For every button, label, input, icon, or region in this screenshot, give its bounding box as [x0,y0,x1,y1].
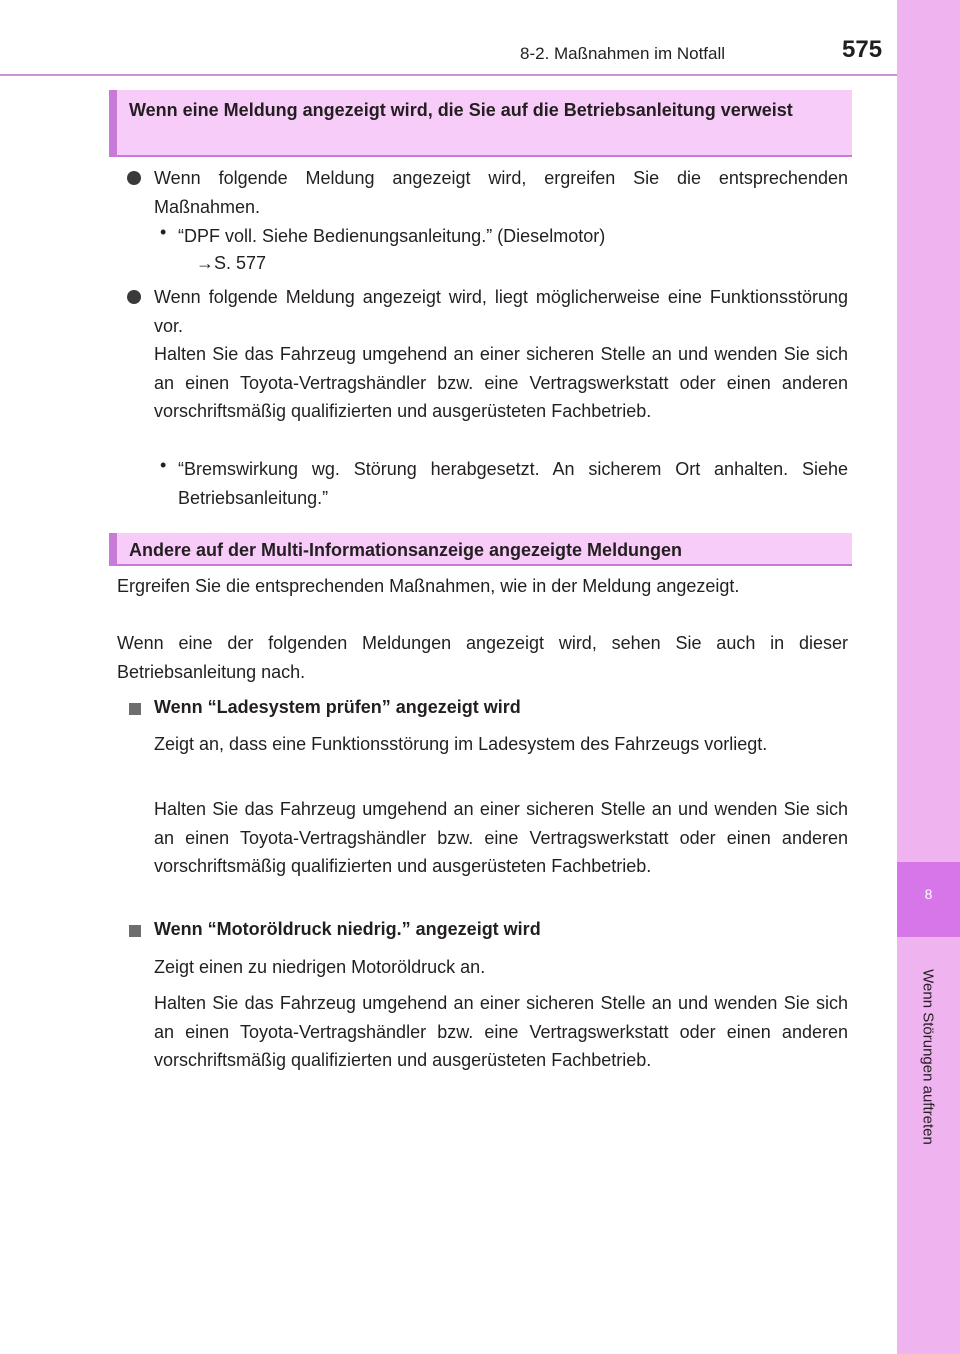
charging-system-instruction: Halten Sie das Fahrzeug umgehend an einer sicheren Stelle an und wenden Sie sich an einen Toyota-Vertragshändler bzw. eine Vertragswerkstatt oder einen anderen vorschriftsmäßig qualifizierten und ausgerüsteten Fachbetrieb. [154,799,848,877]
charging-system-description: Zeigt an, dass eine Funktionsstörung im Ladesystem des Fahrzeugs vorliegt. [154,734,768,754]
arrow-right-icon: → [196,253,214,273]
bullet-paragraph-dpf: Wenn folgende Meldung angezeigt wird, ergreifen Sie die entsprechenden Maßnahmen. [154,168,848,217]
header-divider [0,74,897,76]
bullet-dot-icon [127,290,141,304]
square-bullet-icon [129,925,141,937]
square-bullet-icon [129,703,141,715]
bullet-paragraph-malfunction: Wenn folgende Meldung angezeigt wird, liegt möglicherweise eine Funktionsstörung vor. [154,287,848,336]
chapter-number: 8 [924,886,933,902]
chapter-side-tab [897,0,960,1354]
intro-paragraph-1: Ergreifen Sie die entsprechenden Maßnahmen, wie in der Meldung angezeigt. [117,576,740,596]
page-reference-text: S. 577 [214,253,267,273]
list-dot-icon: • [160,455,167,475]
intro-paragraph-2: Wenn eine der folgenden Meldungen angezeigt wird, sehen Sie auch in dieser Betriebsanleitung nach. [117,633,848,682]
page-number: 575 [842,36,883,63]
chapter-title-vertical: Wenn Störungen auftreten [919,969,937,1145]
oil-pressure-description: Zeigt einen zu niedrigen Motoröldruck an. [154,957,486,977]
subheading-charging-system: Wenn “Ladesystem prüfen” angezeigt wird [154,697,521,717]
subheading-oil-pressure: Wenn “Motoröldruck niedrig.” angezeigt wird [154,919,541,939]
chapter-number-tab [897,862,960,937]
page-reference [196,253,266,274]
message-item-dpf: “DPF voll. Siehe Bedienungsanleitung.” (Dieselmotor) [178,226,606,246]
message-item-brake: “Bremswirkung wg. Störung herabgesetzt. An sicherem Ort anhalten. Siehe Betriebsanleitung.” [178,459,848,508]
list-dot-icon: • [160,222,167,242]
oil-pressure-instruction: Halten Sie das Fahrzeug umgehend an einer sicheren Stelle an und wenden Sie sich an einen Toyota-Vertragshändler bzw. eine Vertragswerkstatt oder einen anderen vorschriftsmäßig qualifizierten und ausgerüsteten Fachbetrieb. [154,993,848,1071]
section-heading-other-messages: Andere auf der Multi-Informationsanzeige angezeigte Meldungen [109,533,852,566]
running-header-section: 8-2. Maßnahmen im Notfall [520,44,726,63]
section-heading-manual-reference: Wenn eine Meldung angezeigt wird, die Sie auf die Betriebsanleitung verweist [109,90,852,157]
instruction-paragraph: Halten Sie das Fahrzeug umgehend an einer sicheren Stelle an und wenden Sie sich an einen Toyota-Vertragshändler bzw. eine Vertragswerkstatt oder einen anderen vorschriftsmäßig qualifizierten und ausgerüsteten Fachbetrieb. [154,344,848,422]
bullet-dot-icon [127,171,141,185]
